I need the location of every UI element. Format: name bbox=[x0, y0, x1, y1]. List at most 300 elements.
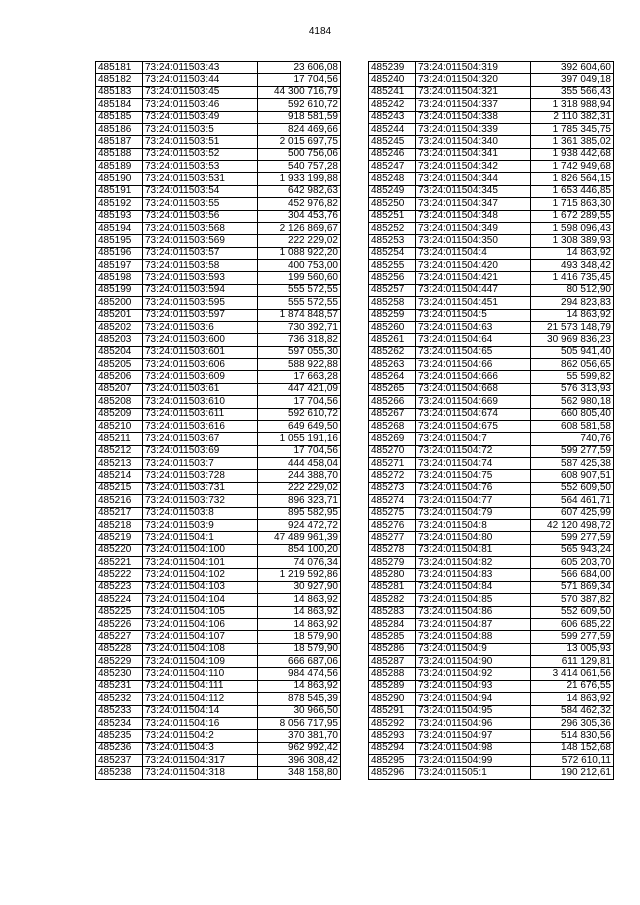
table-row bbox=[369, 86, 614, 98]
table-row bbox=[96, 396, 341, 408]
value-cell: 599 277,59 bbox=[531, 532, 614, 544]
value-cell: 540 757,28 bbox=[258, 161, 341, 173]
value-cell: 8 056 717,95 bbox=[258, 717, 341, 729]
cadastral-number-cell: 73:24:011504:81 bbox=[416, 544, 531, 556]
value-cell: 23 606,08 bbox=[258, 62, 341, 74]
table-row bbox=[369, 482, 614, 494]
cadastral-number-cell: 73:24:011504:84 bbox=[416, 581, 531, 593]
table-row bbox=[96, 62, 341, 74]
table-row bbox=[369, 235, 614, 247]
table-row bbox=[369, 755, 614, 767]
row-number-cell: 485276 bbox=[369, 519, 416, 531]
value-cell: 222 229,02 bbox=[258, 482, 341, 494]
row-number-cell: 485199 bbox=[96, 284, 143, 296]
row-number-cell: 485251 bbox=[369, 210, 416, 222]
row-number-cell: 485293 bbox=[369, 730, 416, 742]
table-row bbox=[369, 321, 614, 333]
row-number-cell: 485260 bbox=[369, 321, 416, 333]
row-number-cell: 485189 bbox=[96, 161, 143, 173]
table-row bbox=[369, 396, 614, 408]
row-number-cell: 485187 bbox=[96, 136, 143, 148]
row-number-cell: 485191 bbox=[96, 185, 143, 197]
table-row bbox=[369, 161, 614, 173]
value-cell: 392 604,60 bbox=[531, 62, 614, 74]
value-cell: 660 805,40 bbox=[531, 408, 614, 420]
table-row bbox=[369, 470, 614, 482]
table-row bbox=[96, 111, 341, 123]
table-row bbox=[96, 297, 341, 309]
table-row bbox=[96, 458, 341, 470]
cadastral-number-cell: 73:24:011504:317 bbox=[143, 755, 258, 767]
value-cell: 605 203,70 bbox=[531, 557, 614, 569]
cadastral-number-cell: 73:24:011504:341 bbox=[416, 148, 531, 160]
table-row bbox=[369, 346, 614, 358]
row-number-cell: 485196 bbox=[96, 247, 143, 259]
row-number-cell: 485183 bbox=[96, 86, 143, 98]
table-row bbox=[369, 606, 614, 618]
cadastral-number-cell: 73:24:011504:340 bbox=[416, 136, 531, 148]
cadastral-number-cell: 73:24:011504:90 bbox=[416, 656, 531, 668]
value-cell: 74 076,34 bbox=[258, 557, 341, 569]
value-cell: 1 938 442,68 bbox=[531, 148, 614, 160]
value-cell: 514 830,56 bbox=[531, 730, 614, 742]
value-cell: 1 785 345,75 bbox=[531, 123, 614, 135]
row-number-cell: 485290 bbox=[369, 693, 416, 705]
row-number-cell: 485201 bbox=[96, 309, 143, 321]
table-row bbox=[369, 62, 614, 74]
row-number-cell: 485253 bbox=[369, 235, 416, 247]
value-cell: 17 704,56 bbox=[258, 396, 341, 408]
value-cell: 14 863,92 bbox=[258, 606, 341, 618]
value-cell: 1 318 988,94 bbox=[531, 99, 614, 111]
value-cell: 55 599,82 bbox=[531, 371, 614, 383]
table-row bbox=[96, 668, 341, 680]
cadastral-number-cell: 73:24:011504:98 bbox=[416, 742, 531, 754]
table-row bbox=[369, 544, 614, 556]
cadastral-number-cell: 73:24:011503:9 bbox=[143, 519, 258, 531]
row-number-cell: 485280 bbox=[369, 569, 416, 581]
row-number-cell: 485246 bbox=[369, 148, 416, 160]
value-cell: 2 110 382,31 bbox=[531, 111, 614, 123]
table-row bbox=[96, 408, 341, 420]
cadastral-number-cell: 73:24:011503:67 bbox=[143, 433, 258, 445]
row-number-cell: 485193 bbox=[96, 210, 143, 222]
row-number-cell: 485296 bbox=[369, 767, 416, 779]
row-number-cell: 485288 bbox=[369, 668, 416, 680]
cadastral-number-cell: 73:24:011504:66 bbox=[416, 359, 531, 371]
value-cell: 42 120 498,72 bbox=[531, 519, 614, 531]
value-cell: 565 943,24 bbox=[531, 544, 614, 556]
value-cell: 895 582,95 bbox=[258, 507, 341, 519]
table-row bbox=[96, 185, 341, 197]
row-number-cell: 485285 bbox=[369, 631, 416, 643]
table-row bbox=[96, 693, 341, 705]
cadastral-number-cell: 73:24:011503:55 bbox=[143, 198, 258, 210]
value-cell: 296 305,36 bbox=[531, 717, 614, 729]
cadastral-number-cell: 73:24:011504:16 bbox=[143, 717, 258, 729]
value-cell: 294 823,83 bbox=[531, 297, 614, 309]
value-cell: 397 049,18 bbox=[531, 74, 614, 86]
row-number-cell: 485270 bbox=[369, 445, 416, 457]
table-row bbox=[369, 136, 614, 148]
row-number-cell: 485220 bbox=[96, 544, 143, 556]
row-number-cell: 485221 bbox=[96, 557, 143, 569]
row-number-cell: 485184 bbox=[96, 99, 143, 111]
value-cell: 570 387,82 bbox=[531, 594, 614, 606]
value-cell: 571 869,34 bbox=[531, 581, 614, 593]
value-cell: 1 219 592,86 bbox=[258, 569, 341, 581]
table-row bbox=[96, 210, 341, 222]
value-cell: 14 863,92 bbox=[531, 693, 614, 705]
cadastral-number-cell: 73:24:011503:593 bbox=[143, 272, 258, 284]
cadastral-number-cell: 73:24:011504:92 bbox=[416, 668, 531, 680]
row-number-cell: 485225 bbox=[96, 606, 143, 618]
table-row bbox=[96, 433, 341, 445]
row-number-cell: 485242 bbox=[369, 99, 416, 111]
value-cell: 924 472,72 bbox=[258, 519, 341, 531]
cadastral-number-cell: 73:24:011503:600 bbox=[143, 334, 258, 346]
cadastral-number-cell: 73:24:011504:75 bbox=[416, 470, 531, 482]
cadastral-number-cell: 73:24:011503:58 bbox=[143, 260, 258, 272]
row-number-cell: 485194 bbox=[96, 222, 143, 234]
row-number-cell: 485258 bbox=[369, 297, 416, 309]
cadastral-number-cell: 73:24:011503:610 bbox=[143, 396, 258, 408]
value-cell: 649 649,50 bbox=[258, 420, 341, 432]
value-cell: 452 976,82 bbox=[258, 198, 341, 210]
value-cell: 370 381,70 bbox=[258, 730, 341, 742]
value-cell: 962 992,42 bbox=[258, 742, 341, 754]
table-row bbox=[96, 148, 341, 160]
row-number-cell: 485207 bbox=[96, 383, 143, 395]
cadastral-number-cell: 73:24:011504:93 bbox=[416, 680, 531, 692]
cadastral-number-cell: 73:24:011503:594 bbox=[143, 284, 258, 296]
row-number-cell: 485291 bbox=[369, 705, 416, 717]
row-number-cell: 485202 bbox=[96, 321, 143, 333]
value-cell: 1 826 564,15 bbox=[531, 173, 614, 185]
cadastral-number-cell: 73:24:011504:79 bbox=[416, 507, 531, 519]
table-row bbox=[369, 123, 614, 135]
row-number-cell: 485218 bbox=[96, 519, 143, 531]
table-row bbox=[369, 408, 614, 420]
cadastral-number-cell: 73:24:011503:616 bbox=[143, 420, 258, 432]
cadastral-number-cell: 73:24:011503:595 bbox=[143, 297, 258, 309]
row-number-cell: 485181 bbox=[96, 62, 143, 74]
value-cell: 736 318,82 bbox=[258, 334, 341, 346]
table-row bbox=[96, 482, 341, 494]
page-number: 4184 bbox=[308, 26, 332, 37]
row-number-cell: 485198 bbox=[96, 272, 143, 284]
value-cell: 1 653 446,85 bbox=[531, 185, 614, 197]
value-cell: 244 388,70 bbox=[258, 470, 341, 482]
row-number-cell: 485271 bbox=[369, 458, 416, 470]
row-number-cell: 485243 bbox=[369, 111, 416, 123]
table-row bbox=[369, 618, 614, 630]
table-row bbox=[369, 519, 614, 531]
cadastral-number-cell: 73:24:011504:97 bbox=[416, 730, 531, 742]
value-cell: 824 469,66 bbox=[258, 123, 341, 135]
row-number-cell: 485264 bbox=[369, 371, 416, 383]
value-cell: 30 969 836,23 bbox=[531, 334, 614, 346]
table-row bbox=[96, 519, 341, 531]
cadastral-number-cell: 73:24:011504:112 bbox=[143, 693, 258, 705]
cadastral-number-cell: 73:24:011504:7 bbox=[416, 433, 531, 445]
row-number-cell: 485269 bbox=[369, 433, 416, 445]
value-cell: 606 685,22 bbox=[531, 618, 614, 630]
cadastral-number-cell: 73:24:011504:420 bbox=[416, 260, 531, 272]
table-row bbox=[369, 433, 614, 445]
value-cell: 597 055,30 bbox=[258, 346, 341, 358]
cadastral-number-cell: 73:24:011504:109 bbox=[143, 656, 258, 668]
table-row bbox=[369, 210, 614, 222]
row-number-cell: 485262 bbox=[369, 346, 416, 358]
cadastral-number-cell: 73:24:011504:675 bbox=[416, 420, 531, 432]
value-cell: 896 323,71 bbox=[258, 495, 341, 507]
row-number-cell: 485238 bbox=[96, 767, 143, 779]
table-row bbox=[96, 173, 341, 185]
cadastral-number-cell: 73:24:011503:732 bbox=[143, 495, 258, 507]
table-row bbox=[369, 371, 614, 383]
value-cell: 584 462,32 bbox=[531, 705, 614, 717]
value-cell: 642 982,63 bbox=[258, 185, 341, 197]
table-row bbox=[96, 321, 341, 333]
row-number-cell: 485197 bbox=[96, 260, 143, 272]
value-cell: 17 663,28 bbox=[258, 371, 341, 383]
cadastral-number-cell: 73:24:011503:54 bbox=[143, 185, 258, 197]
cadastral-number-cell: 73:24:011503:46 bbox=[143, 99, 258, 111]
row-number-cell: 485231 bbox=[96, 680, 143, 692]
cadastral-number-cell: 73:24:011504:8 bbox=[416, 519, 531, 531]
cadastral-number-cell: 73:24:011504:80 bbox=[416, 532, 531, 544]
cadastral-number-cell: 73:24:011504:451 bbox=[416, 297, 531, 309]
row-number-cell: 485217 bbox=[96, 507, 143, 519]
row-number-cell: 485216 bbox=[96, 495, 143, 507]
row-number-cell: 485279 bbox=[369, 557, 416, 569]
row-number-cell: 485241 bbox=[369, 86, 416, 98]
cadastral-number-cell: 73:24:011503:597 bbox=[143, 309, 258, 321]
value-cell: 562 980,18 bbox=[531, 396, 614, 408]
cadastral-number-cell: 73:24:011504:342 bbox=[416, 161, 531, 173]
table-row bbox=[96, 247, 341, 259]
row-number-cell: 485228 bbox=[96, 643, 143, 655]
row-number-cell: 485263 bbox=[369, 359, 416, 371]
table-row bbox=[369, 495, 614, 507]
cadastral-number-cell: 73:24:011503:6 bbox=[143, 321, 258, 333]
row-number-cell: 485294 bbox=[369, 742, 416, 754]
row-number-cell: 485268 bbox=[369, 420, 416, 432]
row-number-cell: 485219 bbox=[96, 532, 143, 544]
table-row bbox=[96, 346, 341, 358]
row-number-cell: 485277 bbox=[369, 532, 416, 544]
cadastral-number-cell: 73:24:011504:96 bbox=[416, 717, 531, 729]
table-row bbox=[96, 235, 341, 247]
table-row bbox=[96, 359, 341, 371]
table-row bbox=[96, 309, 341, 321]
value-cell: 666 687,06 bbox=[258, 656, 341, 668]
table-row bbox=[369, 717, 614, 729]
table-row bbox=[96, 569, 341, 581]
table-row bbox=[369, 557, 614, 569]
cadastral-number-cell: 73:24:011503:606 bbox=[143, 359, 258, 371]
row-number-cell: 485192 bbox=[96, 198, 143, 210]
row-number-cell: 485190 bbox=[96, 173, 143, 185]
row-number-cell: 485292 bbox=[369, 717, 416, 729]
row-number-cell: 485239 bbox=[369, 62, 416, 74]
value-cell: 18 579,90 bbox=[258, 631, 341, 643]
value-cell: 493 348,42 bbox=[531, 260, 614, 272]
cadastral-number-cell: 73:24:011504:9 bbox=[416, 643, 531, 655]
row-number-cell: 485237 bbox=[96, 755, 143, 767]
row-number-cell: 485186 bbox=[96, 123, 143, 135]
cadastral-number-cell: 73:24:011504:319 bbox=[416, 62, 531, 74]
table-row bbox=[369, 730, 614, 742]
value-cell: 607 425,99 bbox=[531, 507, 614, 519]
cadastral-number-cell: 73:24:011504:72 bbox=[416, 445, 531, 457]
value-cell: 14 863,92 bbox=[258, 680, 341, 692]
row-number-cell: 485203 bbox=[96, 334, 143, 346]
value-cell: 348 158,80 bbox=[258, 767, 341, 779]
row-number-cell: 485210 bbox=[96, 420, 143, 432]
cadastral-number-cell: 73:24:011504:14 bbox=[143, 705, 258, 717]
row-number-cell: 485254 bbox=[369, 247, 416, 259]
cadastral-number-cell: 73:24:011504:4 bbox=[416, 247, 531, 259]
cadastral-number-cell: 73:24:011504:107 bbox=[143, 631, 258, 643]
table-row bbox=[96, 717, 341, 729]
table-row bbox=[369, 74, 614, 86]
row-number-cell: 485182 bbox=[96, 74, 143, 86]
row-number-cell: 485282 bbox=[369, 594, 416, 606]
cadastral-number-cell: 73:24:011504:345 bbox=[416, 185, 531, 197]
table-row bbox=[96, 260, 341, 272]
cadastral-number-cell: 73:24:011504:88 bbox=[416, 631, 531, 643]
cadastral-number-cell: 73:24:011504:2 bbox=[143, 730, 258, 742]
row-number-cell: 485248 bbox=[369, 173, 416, 185]
cadastral-number-cell: 73:24:011504:77 bbox=[416, 495, 531, 507]
cadastral-number-cell: 73:24:011504:104 bbox=[143, 594, 258, 606]
table-row bbox=[96, 680, 341, 692]
cadastral-number-cell: 73:24:011504:321 bbox=[416, 86, 531, 98]
table-row bbox=[96, 643, 341, 655]
table-row bbox=[369, 767, 614, 779]
value-cell: 1 742 949,68 bbox=[531, 161, 614, 173]
cadastral-number-cell: 73:24:011504:350 bbox=[416, 235, 531, 247]
cadastral-number-cell: 73:24:011503:8 bbox=[143, 507, 258, 519]
value-cell: 304 453,76 bbox=[258, 210, 341, 222]
cadastral-number-cell: 73:24:011504:74 bbox=[416, 458, 531, 470]
cadastral-number-cell: 73:24:011503:43 bbox=[143, 62, 258, 74]
row-number-cell: 485236 bbox=[96, 742, 143, 754]
cadastral-number-cell: 73:24:011504:674 bbox=[416, 408, 531, 420]
row-number-cell: 485227 bbox=[96, 631, 143, 643]
value-cell: 564 461,71 bbox=[531, 495, 614, 507]
table-row bbox=[96, 532, 341, 544]
row-number-cell: 485257 bbox=[369, 284, 416, 296]
cadastral-number-cell: 73:24:011504:320 bbox=[416, 74, 531, 86]
value-cell: 592 610,72 bbox=[258, 408, 341, 420]
cadastral-number-cell: 73:24:011503:51 bbox=[143, 136, 258, 148]
value-cell: 14 863,92 bbox=[258, 594, 341, 606]
cadastral-number-cell: 73:24:011504:338 bbox=[416, 111, 531, 123]
row-number-cell: 485283 bbox=[369, 606, 416, 618]
cadastral-number-cell: 73:24:011504:339 bbox=[416, 123, 531, 135]
cadastral-number-cell: 73:24:011504:347 bbox=[416, 198, 531, 210]
table-row bbox=[369, 297, 614, 309]
table-row bbox=[96, 284, 341, 296]
row-number-cell: 485245 bbox=[369, 136, 416, 148]
value-cell: 21 676,55 bbox=[531, 680, 614, 692]
value-cell: 918 581,59 bbox=[258, 111, 341, 123]
value-cell: 447 421,09 bbox=[258, 383, 341, 395]
table-row bbox=[96, 606, 341, 618]
table-row bbox=[369, 631, 614, 643]
value-cell: 1 055 191,16 bbox=[258, 433, 341, 445]
cadastral-number-cell: 73:24:011504:669 bbox=[416, 396, 531, 408]
row-number-cell: 485206 bbox=[96, 371, 143, 383]
cadastral-number-cell: 73:24:011504:95 bbox=[416, 705, 531, 717]
table-row bbox=[96, 420, 341, 432]
value-cell: 1 672 289,55 bbox=[531, 210, 614, 222]
table-row bbox=[96, 99, 341, 111]
value-cell: 730 392,71 bbox=[258, 321, 341, 333]
value-cell: 611 129,81 bbox=[531, 656, 614, 668]
table-row bbox=[369, 420, 614, 432]
table-row bbox=[96, 470, 341, 482]
row-number-cell: 485229 bbox=[96, 656, 143, 668]
row-number-cell: 485204 bbox=[96, 346, 143, 358]
cadastral-number-cell: 73:24:011504:3 bbox=[143, 742, 258, 754]
table-row bbox=[369, 359, 614, 371]
value-cell: 1 933 199,88 bbox=[258, 173, 341, 185]
value-cell: 222 229,02 bbox=[258, 235, 341, 247]
cadastral-number-cell: 73:24:011504:348 bbox=[416, 210, 531, 222]
value-cell: 1 598 096,43 bbox=[531, 222, 614, 234]
cadastral-number-cell: 73:24:011504:337 bbox=[416, 99, 531, 111]
table-row bbox=[96, 198, 341, 210]
row-number-cell: 485287 bbox=[369, 656, 416, 668]
cadastral-number-cell: 73:24:011503:569 bbox=[143, 235, 258, 247]
table-row bbox=[369, 173, 614, 185]
row-number-cell: 485230 bbox=[96, 668, 143, 680]
row-number-cell: 485295 bbox=[369, 755, 416, 767]
table-row bbox=[96, 557, 341, 569]
row-number-cell: 485256 bbox=[369, 272, 416, 284]
value-cell: 17 704,56 bbox=[258, 74, 341, 86]
table-row bbox=[369, 247, 614, 259]
table-row bbox=[96, 730, 341, 742]
row-number-cell: 485289 bbox=[369, 680, 416, 692]
table-row bbox=[96, 544, 341, 556]
table-row bbox=[96, 705, 341, 717]
table-row bbox=[96, 581, 341, 593]
cadastral-number-cell: 73:24:011503:53 bbox=[143, 161, 258, 173]
value-cell: 13 005,93 bbox=[531, 643, 614, 655]
row-number-cell: 485278 bbox=[369, 544, 416, 556]
table-row bbox=[369, 742, 614, 754]
table-row bbox=[369, 532, 614, 544]
cadastral-number-cell: 73:24:011503:7 bbox=[143, 458, 258, 470]
cadastral-number-cell: 73:24:011503:45 bbox=[143, 86, 258, 98]
value-cell: 854 100,20 bbox=[258, 544, 341, 556]
table-row bbox=[96, 334, 341, 346]
cadastral-number-cell: 73:24:011503:44 bbox=[143, 74, 258, 86]
table-row bbox=[96, 383, 341, 395]
row-number-cell: 485255 bbox=[369, 260, 416, 272]
table-row bbox=[369, 111, 614, 123]
table-row bbox=[96, 618, 341, 630]
row-number-cell: 485235 bbox=[96, 730, 143, 742]
value-cell: 14 863,92 bbox=[531, 309, 614, 321]
cadastral-number-cell: 73:24:011503:49 bbox=[143, 111, 258, 123]
table-row bbox=[96, 123, 341, 135]
